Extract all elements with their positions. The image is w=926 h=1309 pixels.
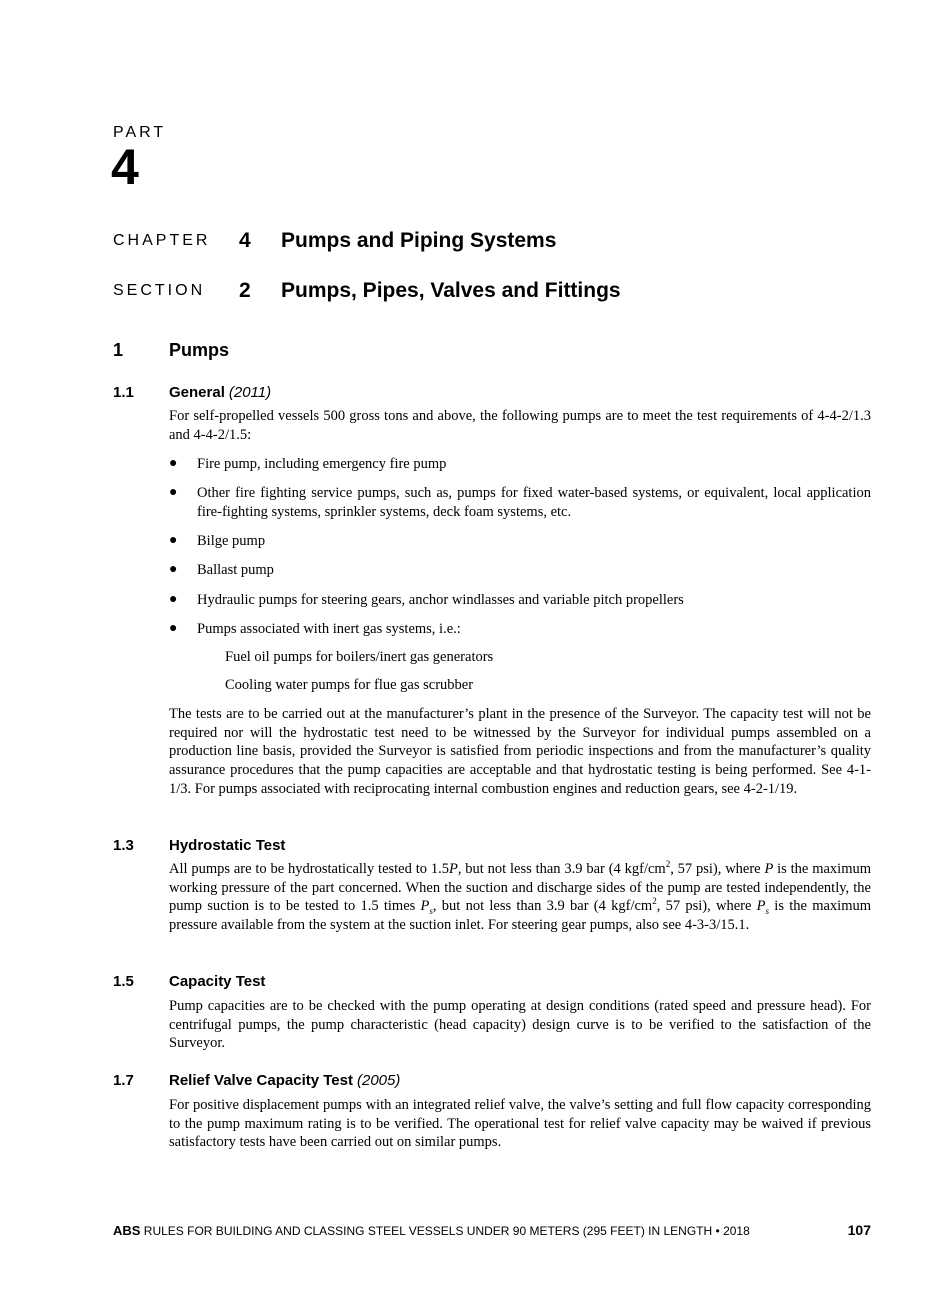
sub-list-item: Cooling water pumps for flue gas scrubber [225,677,474,693]
subsection-number: 1.7 [113,1072,134,1089]
bullet-icon: ● [169,533,178,548]
footer-bullet: • [715,1224,720,1238]
list-item: ● Other fire fighting service pumps, such as, pumps for fixed water-based systems, or equivalent, local application fire-fighting systems, sprinkler systems, deck foam systems, etc. [169,485,871,520]
heading-title: Pumps [169,340,230,360]
list-item: ● Fire pump, including emergency fire pump [169,456,447,472]
footer-text [113,1223,750,1238]
chapter-number: 4 [239,229,251,252]
general-intro: For self-propelled vessels 500 gross tons and above, the following pumps are to meet the test requirements of 4-4-2/1.3 and 4-4-2/1.5: [169,408,871,443]
list-item: ● Ballast pump [169,562,274,578]
bullet-icon: ● [169,621,178,636]
chapter-heading [113,228,556,254]
hydrostatic-paragraph: All pumps are to be hydrostatically tested to 1.5P, but not less than 3.9 bar (4 kgf/$cm^2$, 57 psi), where P is the maximum working pressure of the part concerned. When the suction and discharge sides of the pump are tested independently, the pump suction is to be tested to 1.5 times $P_s$, but not less than 3.9 bar (4 kgf/$cm^2$, 57 psi), where $P_s$ is the maximum pressure available from the system at the suction inlet. For steering gear pumps, also see 4-3-3/15.1. [169,859,872,934]
footer-title: RULES FOR BUILDING AND CLASSING STEEL VESSELS UNDER 90 METERS (295 FEET) IN LENGTH [143,1224,713,1238]
subsection-title: Hydrostatic Test [169,837,286,854]
subsection-number: 1.1 [113,384,134,401]
list-item: ● Bilge pump [169,533,266,549]
subsection-title: Relief Valve Capacity Test [169,1072,353,1089]
chapter-title: Pumps and Piping Systems [281,229,557,252]
subsection-title: General [169,384,225,401]
heading-number: 1 [113,340,124,360]
footer-year: 2018 [723,1224,750,1238]
general-closing-paragraph: The tests are to be carried out at the manufacturer’s plant in the presence of the Surveyor. The capacity test will not be required nor will the hydrostatic test need to be witnessed by the Surveyor for individual pumps assembled on a production line basis, provided the Surveyor is satisfied from periodic inspections and from the manufacturer’s quality assurance procedures that the pump capacities are acceptable and that hydrostatic testing is being performed. See 4-1-1/3. For pumps associated with reciprocating internal combustion engines and reduction gears, see 4-2-1/19. [169,706,871,797]
capacity-paragraph: Pump capacities are to be checked with the pump operating at design conditions (rated speed and pressure head). For centrifugal pumps, the pump characteristic (head capacity) design curve is to be verified to the satisfaction of the Surveyor. [169,998,871,1052]
list-item: ● Hydraulic pumps for steering gears, anchor windlasses and variable pitch propellers [169,592,684,608]
subsection-heading-1-3 [113,837,285,854]
bullet-icon: ● [169,485,178,500]
page-number: 107 [847,1222,871,1238]
bullet-icon: ● [169,562,178,577]
section-title: Pumps, Pipes, Valves and Fittings [281,279,621,302]
subsection-year: (2005) [356,1072,401,1089]
subsection-year: (2011) [228,384,272,401]
chapter-label: CHAPTER [113,232,211,249]
section-number: 2 [239,279,251,302]
bullet-icon: ● [169,456,178,471]
subsection-number: 1.5 [113,973,134,990]
subsection-heading-1-1 [113,384,271,401]
subsection-number: 1.3 [113,837,134,854]
subsection-heading-1-5 [113,973,265,990]
part-label: PART [113,124,167,141]
list-item: ● Pumps associated with inert gas systems, i.e.: [169,621,461,637]
part-number: 4 [111,139,139,195]
bullet-icon: ● [169,592,178,607]
sub-list-item: Fuel oil pumps for boilers/inert gas generators [225,649,494,665]
section-heading [113,278,621,304]
page-footer [113,1222,871,1238]
subsection-heading-1-7 [113,1072,400,1089]
relief-valve-paragraph: For positive displacement pumps with an integrated relief valve, the valve’s setting and full flow capacity corresponding to the pump maximum rating is to be verified. The operational test for relief valve capacity may be waived if previous satisfactory tests have been carried out on similar pumps. [169,1097,871,1151]
subsection-title: Capacity Test [169,973,266,990]
section-label: SECTION [113,282,206,299]
heading-pumps [113,340,229,361]
abs-logo-text: ABS [113,1223,141,1238]
